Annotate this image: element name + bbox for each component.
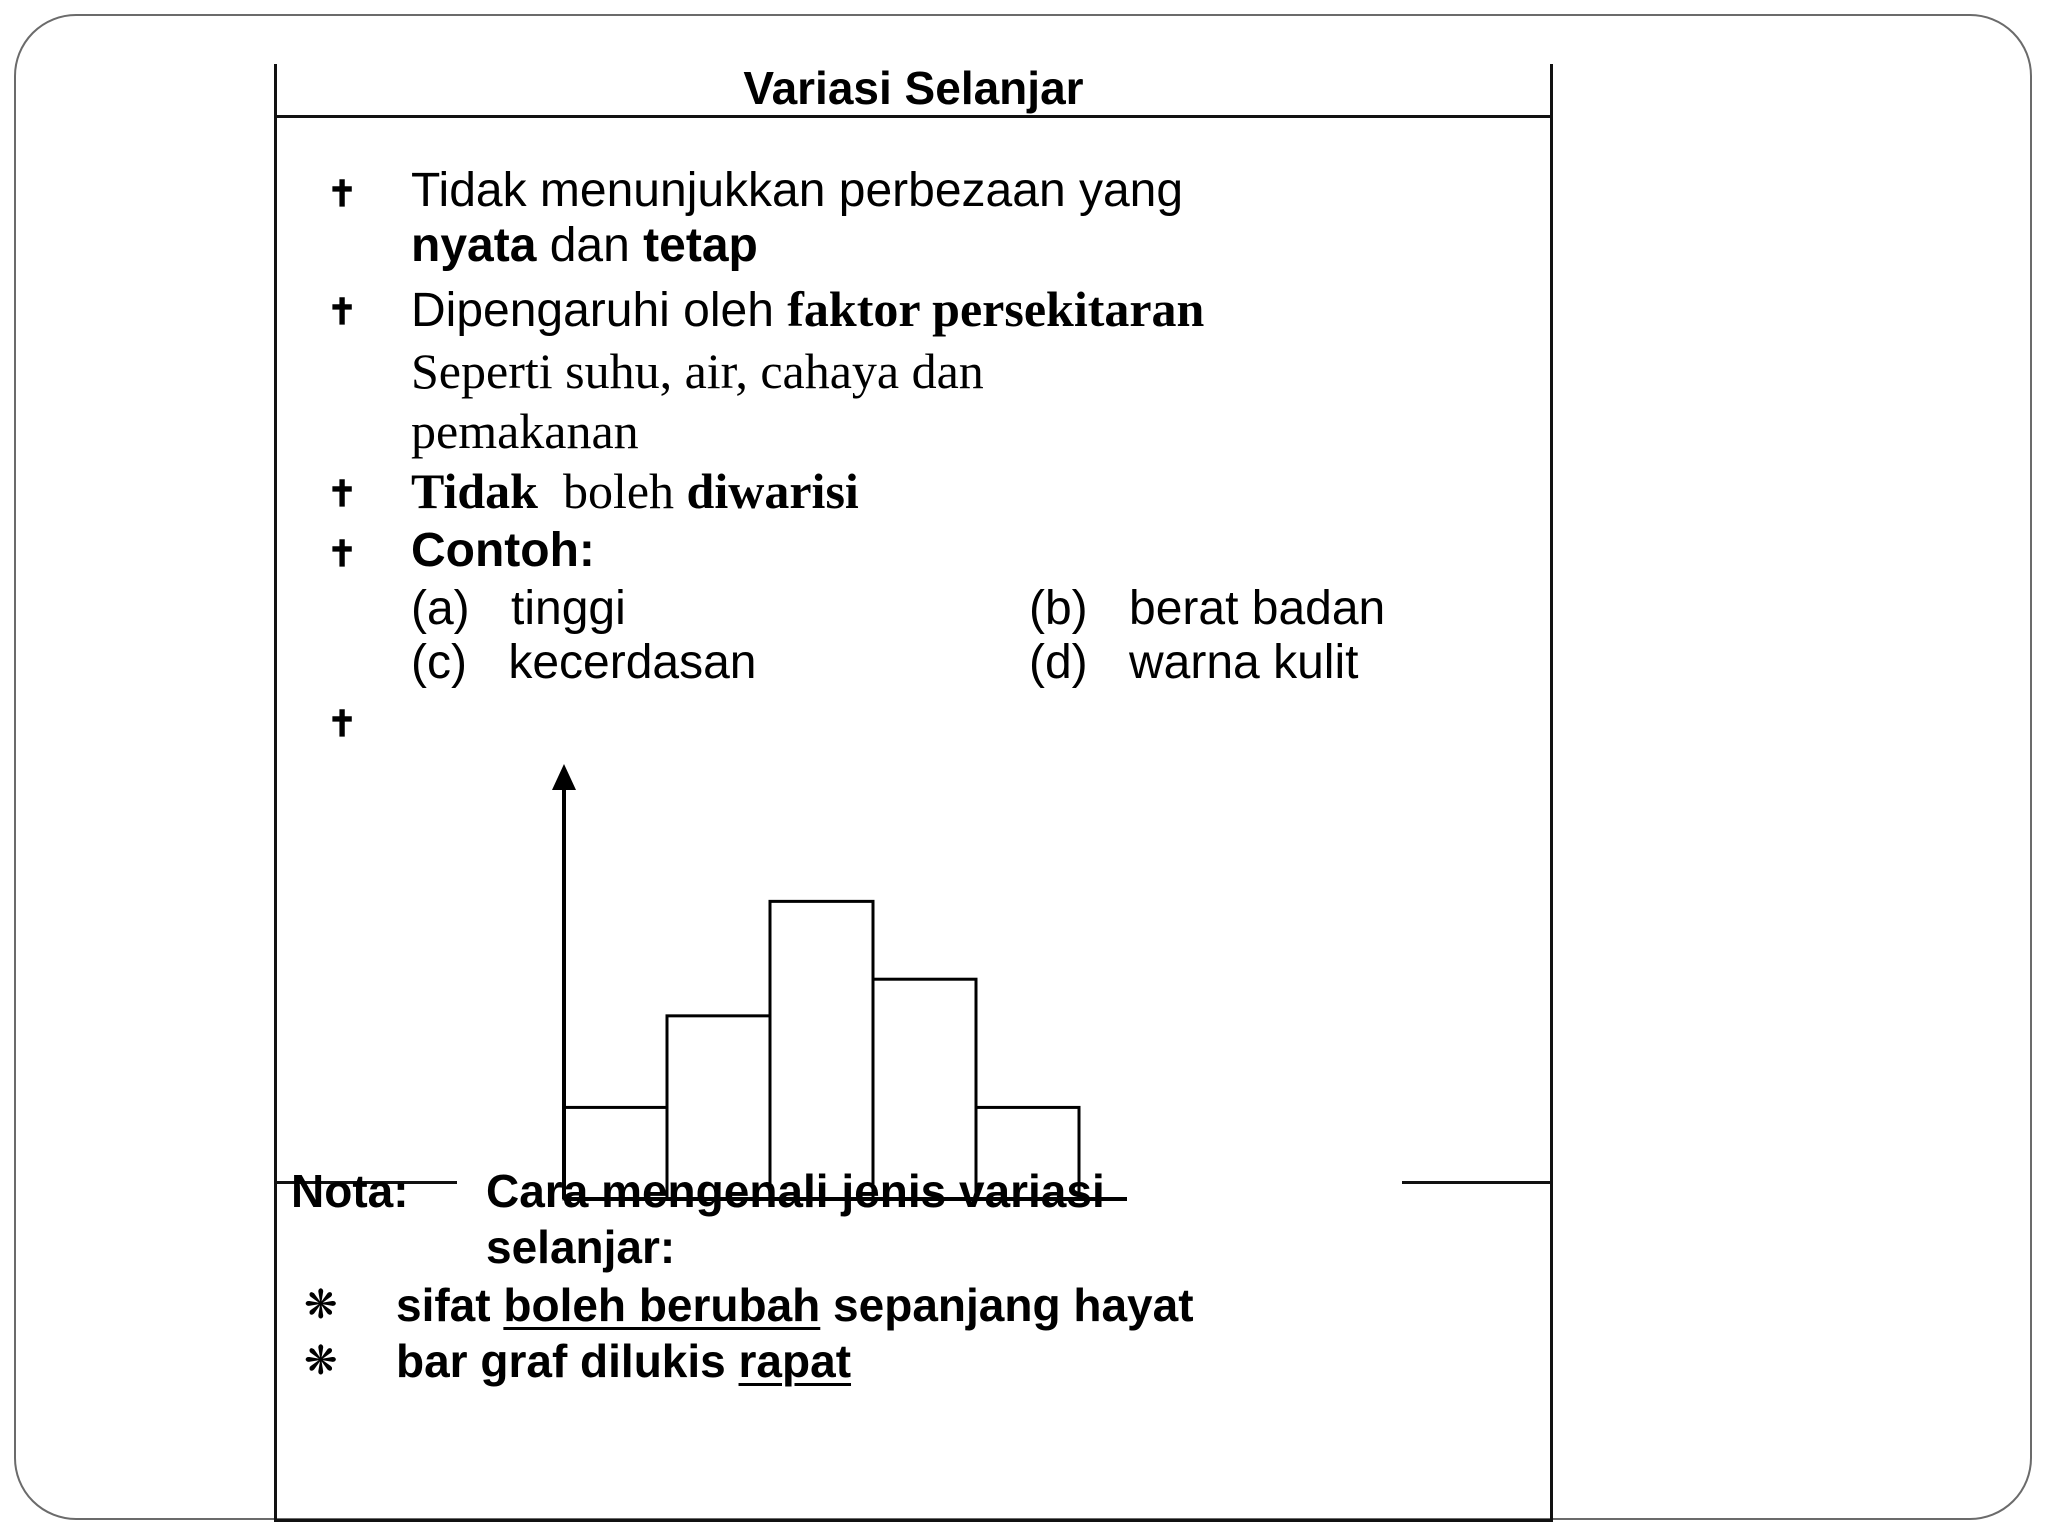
example-label: (b) [1029, 582, 1088, 635]
bullet-1-bold-nyata: nyata [411, 219, 537, 272]
example-text: tinggi [511, 582, 626, 635]
example-d [1029, 636, 1358, 690]
bullet-icon: ✝ [327, 173, 358, 214]
slide-frame [14, 14, 2032, 1520]
note-item-2 [396, 1334, 851, 1388]
bullet-1-line-2 [411, 219, 758, 273]
bullet-2-line-2: Seperti suhu, air, cahaya dan [411, 343, 984, 399]
bullet-1-bold-tetap: tetap [643, 219, 758, 272]
asterisk-icon: ❋ [304, 1339, 338, 1383]
bullet-3-bold-diwarisi: diwarisi [686, 463, 859, 519]
bullet-icon: ✝ [327, 291, 358, 332]
bullet-icon: ✝ [327, 533, 358, 574]
bullet-2-bold-faktor: faktor persekitaran [787, 281, 1205, 337]
bullet-icon: ✝ [327, 473, 358, 514]
example-b [1029, 582, 1385, 636]
example-text: kecerdasan [508, 636, 757, 689]
example-label: (a) [411, 582, 470, 635]
contoh-heading: Contoh: [411, 524, 595, 577]
note-item-1 [396, 1278, 1194, 1332]
bullet-2-text: Dipengaruhi oleh [411, 284, 788, 337]
note-line-2: selanjar: [486, 1221, 676, 1273]
note-rule-right [1402, 1181, 1553, 1184]
note-item-pre: sifat [396, 1279, 504, 1331]
example-text: berat badan [1129, 582, 1386, 635]
note-label: Nota: [291, 1165, 409, 1217]
example-label: (c) [411, 636, 467, 689]
note-item-underlined: rapat [738, 1335, 852, 1387]
asterisk-icon: ❋ [304, 1283, 338, 1327]
bullet-1-text: Tidak menunjukkan perbezaan yang [411, 164, 1184, 217]
bullet-icon: ✝ [327, 703, 358, 744]
histogram-bar-3 [770, 901, 873, 1199]
bullet-3-bold-tidak: Tidak [411, 463, 538, 519]
bullet-3-line [411, 464, 859, 518]
y-axis-arrow-icon [552, 764, 576, 790]
example-a [411, 582, 626, 636]
note-item-underlined: boleh berubah [503, 1279, 821, 1331]
bullet-2-line-3: pemakanan [411, 403, 639, 459]
bullet-2-line-1 [411, 282, 1204, 349]
example-c [411, 636, 756, 690]
note-item-pre: bar graf dilukis [396, 1335, 739, 1387]
example-text: warna kulit [1129, 636, 1359, 689]
histogram-chart [487, 704, 1127, 1224]
note-item-post: sepanjang hayat [820, 1279, 1194, 1331]
bullet-1-line-1 [411, 164, 1183, 218]
histogram-bars [564, 901, 1079, 1199]
bullet-1-mid: dan [536, 219, 644, 272]
document-title: Variasi Selanjar [277, 64, 1550, 118]
note-line-1: Cara mengenali jenis variasi [486, 1165, 1105, 1217]
bullet-3-mid: boleh [537, 463, 687, 519]
example-label: (d) [1029, 636, 1088, 689]
